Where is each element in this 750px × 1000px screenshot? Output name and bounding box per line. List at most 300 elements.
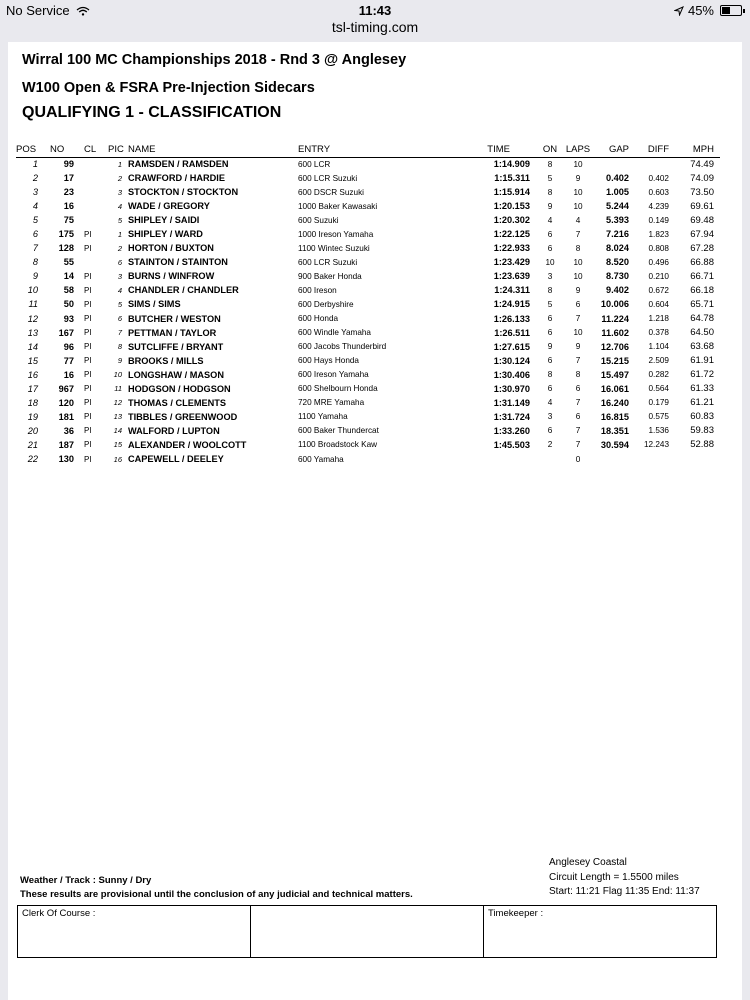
cell-gap: 7.216 [606,229,629,240]
cell-on: 8 [547,285,553,295]
table-row [16,171,720,185]
cell-no: 167 [58,327,74,338]
cell-cl [78,171,108,185]
cell-gap [592,452,633,466]
table-row [16,269,720,283]
cell-time: 1:15.311 [494,173,530,184]
cell-pic: 2 [117,173,122,183]
cell-laps: 10 [573,257,583,267]
cell-on: 5 [547,299,553,309]
cell-no: 16 [63,201,74,212]
cell-pic: 1 [117,159,122,169]
cell-diff: 4.239 [648,201,669,211]
cell-mph: 67.94 [690,228,714,240]
cell-diff [633,157,673,171]
cell-cl [78,157,108,171]
clerk-of-course-label: Clerk Of Course : [22,908,96,919]
cell-diff: 0.575 [648,412,669,422]
circuit-length: Circuit Length = 1.5500 miles [549,871,679,883]
cell-no: 175 [58,229,74,240]
cell-name: STOCKTON / STOCKTON [128,187,239,198]
table-row [16,213,720,227]
cell-name: CRAWFORD / HARDIE [128,173,225,184]
cell-gap: 8.520 [606,257,629,268]
cell-no: 14 [63,271,74,282]
cell-pic: 13 [113,412,122,422]
cell-name: WALFORD / LUPTON [128,425,220,436]
cell-pos: 8 [32,257,38,268]
table-row [16,368,720,382]
cell-pic: 4 [117,201,122,211]
cell-entry: 600 Ireson [298,285,337,295]
cell-entry: 720 MRE Yamaha [298,398,365,408]
table-row [16,396,720,410]
table-row [16,312,720,326]
cell-diff: 0.179 [648,398,669,408]
cell-pic: 7 [117,328,122,338]
cell-name: RAMSDEN / RAMSDEN [128,159,229,170]
cell-on: 4 [547,398,553,408]
provisional-notice: These results are provisional until the conclusion of any judicial and technical matters. [20,889,413,900]
cell-time: 1:24.915 [493,299,530,310]
table-row [16,227,720,241]
cell-laps: 8 [575,243,581,253]
cell-name: LONGSHAW / MASON [128,369,224,380]
cell-no: 128 [58,243,74,254]
cell-pos: 9 [32,271,38,282]
table-row [16,424,720,438]
cell-name: HORTON / BUXTON [128,243,214,254]
cell-name: BROOKS / MILLS [128,355,204,366]
cell-mph [673,452,720,466]
cell-time: 1:31.149 [493,397,530,408]
cell-laps: 0 [575,454,581,464]
cell-cl: PI [84,271,92,281]
results-table [16,143,720,466]
cell-cl: PI [84,454,92,464]
cell-laps: 10 [573,328,583,338]
cell-diff: 1.104 [648,342,669,352]
cell-no: 181 [58,411,74,422]
table-row [16,157,720,171]
cell-on: 8 [547,159,553,169]
carrier-label: No Service [6,3,70,18]
cell-on: 6 [547,356,553,366]
results-body [16,157,720,466]
cell-pic: 10 [113,370,122,380]
cell-entry: 600 LCR [298,159,331,169]
cell-laps: 7 [575,356,581,366]
cell-pic: 3 [117,271,122,281]
cell-cl [78,255,108,269]
cell-on: 6 [547,243,553,253]
cell-pic: 3 [117,187,122,197]
cell-no: 23 [63,187,74,198]
cell-time: 1:14.909 [493,159,530,170]
cell-cl: PI [84,356,92,366]
cell-diff: 0.603 [648,187,669,197]
table-row [16,438,720,452]
cell-entry: 600 Baker Thundercat [298,426,379,436]
cell-diff: 12.243 [643,440,669,450]
table-row [16,185,720,199]
cell-gap: 12.706 [600,341,629,352]
cell-no: 967 [58,383,74,394]
cell-diff: 0.672 [648,285,669,295]
cell-time: 1:26.133 [493,313,530,324]
cell-diff: 0.282 [648,370,669,380]
cell-pos: 4 [32,201,38,212]
cell-time: 1:23.429 [493,257,530,268]
class-title: W100 Open & FSRA Pre-Injection Sidecars [22,80,315,96]
cell-gap: 11.602 [601,327,629,338]
cell-laps: 9 [575,173,581,183]
cell-cl: PI [84,243,92,253]
cell-entry: 1100 Yamaha [298,412,348,422]
cell-no: 55 [63,257,74,268]
cell-diff [633,452,673,466]
cell-pic: 16 [113,454,122,464]
cell-entry: 600 Honda [298,314,339,324]
cell-laps: 4 [575,215,581,225]
cell-name: HODGSON / HODGSON [128,383,231,394]
cell-entry: 600 LCR Suzuki [298,173,358,183]
cell-diff: 0.210 [648,271,669,281]
cell-time: 1:27.615 [493,341,530,352]
cell-no: 75 [63,215,74,226]
cell-diff: 1.536 [648,426,669,436]
cell-mph: 74.49 [690,158,714,170]
cell-entry: 1100 Broadstock Kaw [298,440,378,450]
cell-diff: 0.496 [648,257,669,267]
cell-no: 50 [63,299,74,310]
cell-pic: 11 [114,384,122,394]
cell-pos: 20 [27,425,38,436]
cell-laps: 6 [575,412,581,422]
cell-name: SUTCLIFFE / BRYANT [128,341,224,352]
cell-mph: 61.91 [690,355,714,367]
table-row [16,382,720,396]
cell-cl: PI [84,314,92,324]
table-header-row [16,143,720,157]
cell-time: 1:26.511 [494,327,530,338]
cell-pos: 13 [27,327,38,338]
cell-pic: 8 [117,342,122,352]
cell-cl [78,185,108,199]
circuit-info [549,856,700,900]
cell-pos: 22 [27,454,38,464]
cell-entry: 1000 Baker Kawasaki [298,201,378,211]
cell-name: SHIPLEY / WARD [128,229,203,240]
cell-gap: 16.061 [600,383,629,394]
cell-entry: 600 Shelbourn Honda [298,384,378,394]
cell-cl: PI [84,440,92,450]
cell-entry: 600 Ireson Yamaha [298,370,369,380]
cell-cl: PI [84,328,92,338]
cell-pic: 15 [113,440,122,450]
cell-entry: 1100 Wintec Suzuki [298,243,370,253]
col-header-cl: CL [78,143,108,157]
cell-mph: 61.72 [690,369,714,381]
cell-diff: 0.808 [648,243,669,253]
cell-no: 93 [63,313,74,324]
cell-pos: 12 [27,313,38,324]
cell-time: 1:45.503 [493,439,530,450]
cell-gap: 1.005 [606,187,629,198]
cell-no: 16 [63,369,74,380]
cell-mph: 61.21 [690,397,714,409]
cell-diff: 0.564 [648,384,669,394]
cell-no: 58 [63,285,74,296]
cell-time: 1:30.970 [493,383,530,394]
cell-gap: 30.594 [600,439,629,450]
col-header-mph: MPH [673,143,720,157]
cell-mph: 52.88 [690,439,714,451]
cell-on: 6 [547,328,553,338]
cell-time: 1:24.311 [494,285,530,296]
cell-laps: 10 [573,159,583,169]
cell-gap: 15.497 [600,369,629,380]
cell-entry: 600 LCR Suzuki [298,257,358,267]
cell-gap [592,157,633,171]
cell-no: 130 [58,454,74,464]
cell-name: CHANDLER / CHANDLER [128,285,239,296]
cell-entry: 600 Hays Honda [298,356,359,366]
col-header-diff: DIFF [633,143,673,157]
cell-laps: 7 [575,229,581,239]
cell-mph: 69.61 [690,200,714,212]
cell-cl: PI [84,285,92,295]
cell-on: 2 [547,440,553,450]
cell-mph: 74.09 [690,172,714,184]
cell-gap: 18.351 [600,425,629,436]
cell-name: SIMS / SIMS [128,299,181,310]
cell-no: 96 [63,341,74,352]
cell-pos: 1 [32,159,38,170]
cell-cl: PI [84,412,92,422]
cell-pic: 9 [117,356,122,366]
cell-on: 5 [547,173,553,183]
cell-on: 6 [547,426,553,436]
signature-blank-cell [251,906,484,957]
cell-gap: 10.006 [600,299,629,310]
cell-mph: 61.33 [690,383,714,395]
cell-cl: PI [84,299,92,309]
cell-name: BURNS / WINFROW [128,271,215,282]
clerk-of-course-cell [18,906,251,957]
cell-mph: 60.83 [690,411,714,423]
cell-gap: 16.815 [600,411,629,422]
cell-pos: 18 [27,397,38,408]
cell-on: 6 [547,384,553,394]
cell-gap: 16.240 [600,397,629,408]
cell-on: 6 [547,314,553,324]
cell-laps: 8 [575,370,581,380]
cell-pic: 6 [117,257,122,267]
cell-pos: 7 [32,243,38,254]
cell-mph: 66.71 [690,270,714,282]
table-row [16,340,720,354]
cell-diff: 2.509 [648,356,669,366]
cell-pic: 2 [117,243,122,253]
table-row [16,326,720,340]
cell-laps: 7 [575,314,581,324]
cell-cl: PI [84,370,92,380]
cell-name: STAINTON / STAINTON [128,257,228,268]
cell-time [462,452,536,466]
timekeeper-label: Timekeeper : [488,908,544,919]
session-title: QUALIFYING 1 - CLASSIFICATION [22,104,282,121]
cell-cl [78,213,108,227]
signature-box [17,905,717,958]
cell-pic: 12 [113,398,122,408]
cell-mph: 67.28 [690,242,714,254]
cell-pos: 15 [27,355,38,366]
cell-cl [78,199,108,213]
col-header-laps: LAPS [565,144,591,156]
cell-no: 36 [63,425,74,436]
cell-laps: 6 [575,299,581,309]
cell-pos: 17 [27,383,38,394]
cell-laps: 7 [575,398,581,408]
cell-laps: 9 [575,342,581,352]
cell-on: 9 [547,342,553,352]
table-row [16,255,720,269]
cell-time: 1:22.125 [493,229,530,240]
cell-name: ALEXANDER / WOOLCOTT [128,439,247,450]
cell-pos: 5 [32,215,38,226]
cell-gap: 5.244 [606,201,629,212]
cell-laps: 7 [575,426,581,436]
cell-entry: 600 DSCR Suzuki [298,187,364,197]
cell-mph: 64.50 [690,327,714,339]
cell-on: 10 [545,257,555,267]
cell-no: 17 [63,173,74,184]
cell-no: 120 [58,397,74,408]
cell-name: CAPEWELL / DEELEY [128,454,224,464]
cell-gap: 11.224 [601,313,629,324]
circuit-name: Anglesey Coastal [549,857,627,868]
col-header-gap: GAP [592,143,633,157]
cell-mph: 63.68 [690,341,714,353]
timekeeper-cell [484,906,716,957]
cell-name: BUTCHER / WESTON [128,313,221,324]
cell-on: 3 [547,271,553,281]
cell-on: 6 [547,229,553,239]
cell-laps: 10 [573,271,583,281]
cell-on: 8 [547,370,553,380]
cell-diff: 1.823 [648,229,669,239]
battery-percent: 45% [687,3,714,18]
cell-time: 1:30.406 [493,369,530,380]
cell-gap: 8.730 [606,271,629,282]
cell-cl: PI [84,426,92,436]
cell-pos: 10 [27,285,38,296]
cell-laps: 6 [575,384,581,394]
cell-laps: 9 [575,285,581,295]
cell-time: 1:20.302 [493,215,530,226]
cell-on: 8 [547,187,553,197]
cell-entry: 600 Windle Yamaha [298,328,371,338]
cell-laps: 7 [575,440,581,450]
cell-name: PETTMAN / TAYLOR [128,327,217,338]
battery-level-fill [722,7,730,14]
cell-pos: 14 [27,341,38,352]
cell-gap: 5.393 [606,215,629,226]
address-bar-url[interactable]: tsl-timing.com [331,19,419,35]
table-row [16,410,720,424]
col-header-entry: ENTRY [294,143,462,157]
cell-on [536,452,564,466]
cell-pic: 6 [117,314,122,324]
cell-mph: 69.48 [690,214,714,226]
cell-diff: 0.378 [648,328,669,338]
cell-time: 1:31.724 [493,411,530,422]
cell-pic: 5 [117,299,122,309]
cell-diff: 1.218 [648,314,669,324]
cell-time: 1:22.933 [493,243,530,254]
cell-cl: PI [84,229,92,239]
table-row [16,354,720,368]
cell-time: 1:15.914 [493,187,530,198]
cell-name: TIBBLES / GREENWOOD [128,411,238,422]
cell-diff: 0.604 [648,299,669,309]
table-row [16,452,720,466]
cell-entry: 600 Derbyshire [298,299,354,309]
col-header-name: NAME [124,143,294,157]
cell-no: 187 [58,439,74,450]
cell-name: SHIPLEY / SAIDI [128,215,200,226]
cell-time: 1:30.124 [493,355,530,366]
cell-on: 3 [547,412,553,422]
session-times: Start: 11:21 Flag 11:35 End: 11:37 [549,886,700,897]
cell-time: 1:20.153 [493,201,530,212]
cell-no: 77 [63,355,74,366]
clock: 11:43 [358,3,392,18]
cell-mph: 66.18 [690,284,714,296]
cell-pos: 2 [32,173,38,184]
cell-time: 1:23.639 [493,271,530,282]
cell-gap: 0.402 [606,173,629,184]
col-header-pic: PIC [108,144,124,156]
cell-diff: 0.402 [648,173,669,183]
cell-pos: 16 [27,369,38,380]
location-arrow-icon [674,6,684,16]
col-header-time: TIME [462,143,536,157]
cell-mph: 59.83 [690,425,714,437]
cell-pos: 3 [32,187,38,198]
cell-entry: 1000 Ireson Yamaha [298,229,374,239]
table-row [16,199,720,213]
cell-laps: 10 [573,201,583,211]
cell-gap: 15.215 [600,355,629,366]
cell-pic: 1 [117,229,122,239]
event-title: Wirral 100 MC Championships 2018 - Rnd 3 @ Anglesey [22,52,407,68]
cell-pos: 19 [27,411,38,422]
cell-pic: 14 [113,426,122,436]
cell-time: 1:33.260 [493,425,530,436]
cell-pos: 6 [32,229,38,240]
cell-mph: 64.78 [690,313,714,325]
cell-gap: 9.402 [606,285,629,296]
table-row [16,283,720,297]
col-header-pos: POS [16,143,50,157]
cell-entry: 600 Yamaha [298,454,344,464]
cell-mph: 65.71 [690,298,714,310]
weather-track: Weather / Track : Sunny / Dry [20,875,152,886]
cell-entry: 900 Baker Honda [298,271,362,281]
battery-icon [720,5,742,16]
